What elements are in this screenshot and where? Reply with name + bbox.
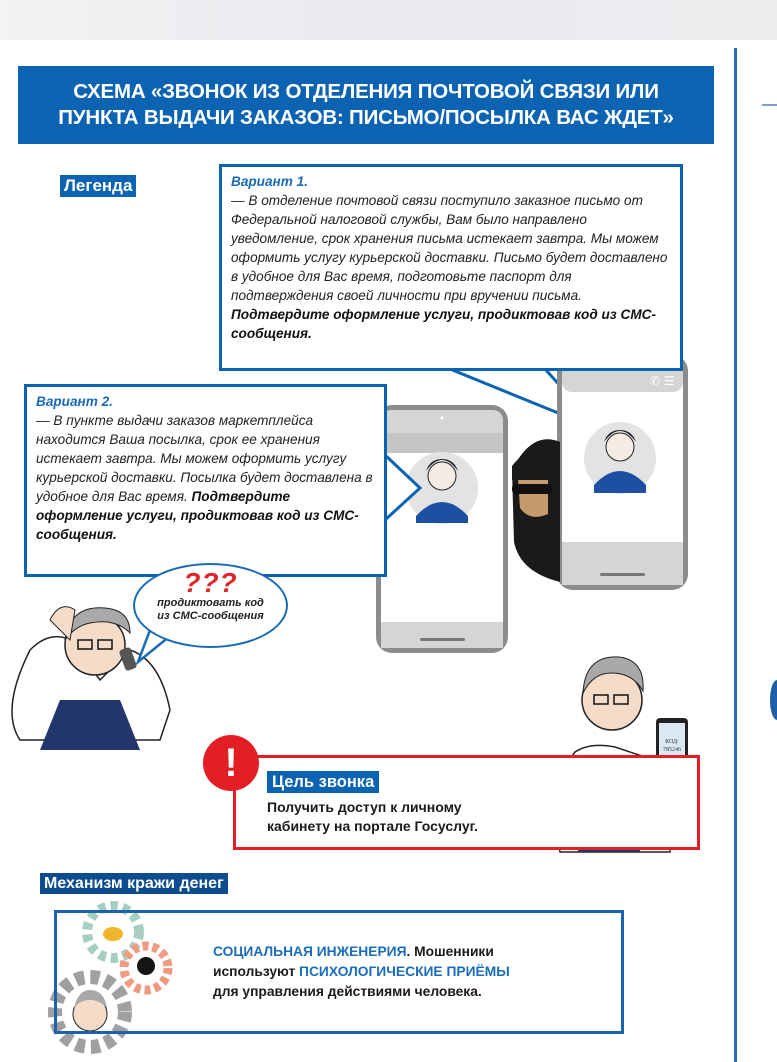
variant2-bubble xyxy=(24,384,387,577)
variant1-title: Вариант 1. xyxy=(231,174,308,189)
code-bubble-line-2: из СМС-сообщения xyxy=(157,610,264,622)
page-title-line-1: СХЕМА «ЗВОНОК ИЗ ОТДЕЛЕНИЯ ПОЧТОВОЙ СВЯЗИ ИЛИ xyxy=(73,80,659,103)
mechanism-text-3: для управления действиями человека. xyxy=(213,984,482,999)
goal-text-line-1: Получить доступ к личному xyxy=(267,799,462,815)
mechanism-title: Механизм кражи денег xyxy=(40,873,228,894)
goal-title: Цель звонка xyxy=(267,771,379,793)
legend-label: Легенда xyxy=(60,175,136,197)
mechanism-text-1: . Мошенники xyxy=(406,944,494,959)
thief-figure xyxy=(512,439,560,582)
question-marks: ??? xyxy=(183,567,238,598)
exclamation-icon: ! xyxy=(203,735,259,791)
mechanism-text xyxy=(213,942,613,1002)
variant1-text: — В отделение почтовой связи поступило заказное письмо от Федеральной налоговой службы, Вам было направлено уведомление, срок хранения письма истекает завтра. Мы можем оформить услугу курьерской доставки. Письмо будет доставлено в удобное для Вас время, подготовьте паспорт для подтверждения своей личности при вручении письма. xyxy=(231,193,668,303)
phone-code-label: КОД: xyxy=(665,739,679,745)
variant1-bubble xyxy=(219,164,683,371)
goal-text xyxy=(267,798,567,836)
svg-text:✆ ☰: ✆ ☰ xyxy=(650,374,675,388)
social-engineering-highlight: СОЦИАЛЬНАЯ ИНЖЕНЕРИЯ xyxy=(213,944,407,959)
left-phone xyxy=(376,405,508,653)
goal-text-line-2: кабинету на портале Госуслуг. xyxy=(267,818,478,834)
code-bubble-line-1: продиктовать код xyxy=(157,597,264,609)
phone-code-value: 785246 xyxy=(663,747,681,753)
code-thought-bubble xyxy=(133,563,288,648)
psych-tricks-highlight: ПСИХОЛОГИЧЕСКИЕ ПРИЁМЫ xyxy=(299,964,510,979)
mechanism-text-2: используют xyxy=(213,964,300,979)
variant2-title: Вариант 2. xyxy=(36,394,113,409)
right-phone xyxy=(557,355,688,590)
variant2-text: — В пункте выдачи заказов маркетплейса находится Ваша посылка, срок ее хранения истекает завтра. Мы можем оформить услугу курьерской доставки. Посылка будет доставлена в удобное для Вас время. xyxy=(36,413,373,504)
variant2-bold-text: Подтвердите оформление услуги, продиктовав код из СМС-сообщения. xyxy=(36,489,359,542)
page-title-line-2: ПУНКТА ВЫДАЧИ ЗАКАЗОВ: ПИСЬМО/ПОСЫЛКА ВАС ЖДЕТ» xyxy=(58,106,674,129)
variant1-bold-text: Подтвердите оформление услуги, продиктовав код из СМС-сообщения. xyxy=(231,307,657,341)
